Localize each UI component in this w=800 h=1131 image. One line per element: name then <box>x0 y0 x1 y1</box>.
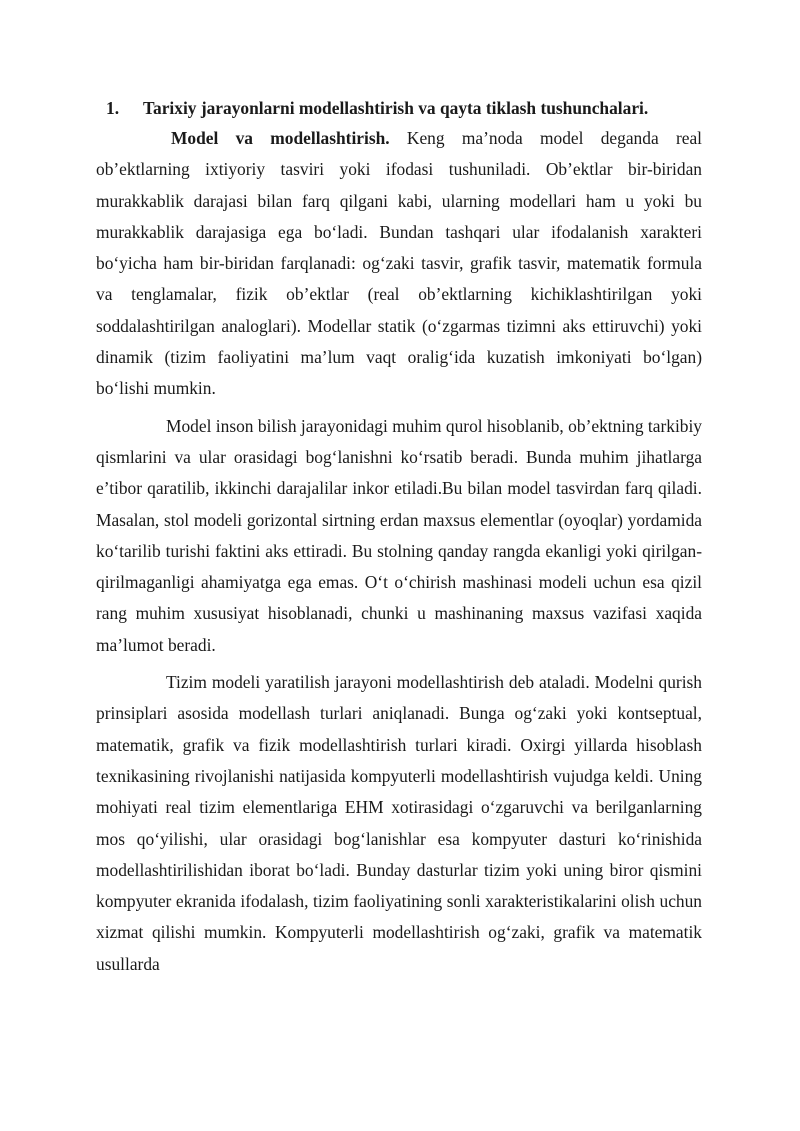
paragraph-1-lead: Model va modellashtirish. <box>171 128 390 148</box>
paragraph-2-text: Model inson bilish jarayonidagi muhim qurol hisoblanib, ob’ektning tarkibiy qismlarini va ular orasidagi bog‘lanishni ko‘rsatib beradi. Bunda muhim jihatlarga e’tibor qaratilib, ikkinchi darajalilar inkor etiladi.Bu bilan model tasvirdan farq qiladi. Masalan, stol modeli gorizontal sirtning erdan maxsus elementlar (oyoqlar) yordamida ko‘tarilib turishi faktini aks ettiradi. Bu stolning qanday rangda ekanligi yoki qirilgan-qirilmaganligi ahamiyatga ega emas. O‘t o‘chirish mashinasi modeli uchun esa qizil rang muhim xususiyat hisoblanadi, chunki u mashinaning maxsus vazifasi xaqida ma’lumot beradi. <box>96 415 702 655</box>
section-heading <box>106 93 702 123</box>
section-number: 1. <box>106 98 120 118</box>
paragraph-1-text: Keng ma’noda model deganda real ob’ektlarning ixtiyoriy tasviri yoki ifodasi tushuniladi. Ob’ektlar bir-biridan murakkablik darajasi bilan farq qilgani kabi, ularning modellari ham u yoki bu murakkablik darajasiga ega bo‘ladi. Bundan tashqari ular ifodalanish xarakteri bo‘yicha ham bir-biridan farqlanadi: og‘zaki tasvir, grafik tasvir, matematik formula va tenglamalar, fizik ob’ektlar (real ob’ektlarning kichiklashtirilgan yoki soddalashtirilgan analoglari). Modellar statik (o‘zgarmas tizimni aks ettiruvchi) yoki dinamik (tizim faoliyatini ma’lum vaqt oralig‘ida kuzatish imkoniyati bo‘lgan) bo‘lishi mumkin. <box>96 128 703 399</box>
paragraph-1 <box>96 123 702 405</box>
paragraph-3 <box>96 667 702 980</box>
section-title: Tarixiy jarayonlarni modellashtirish va qayta tiklash tushunchalari. <box>143 98 649 118</box>
paragraph-3-text: Tizim modeli yaratilish jarayoni modellashtirish deb ataladi. Modelni qurish prinsiplari asosida modellash turlari aniqlanadi. Bunga og‘zaki yoki kontseptual, matematik, grafik va fizik modellashtirish turlari kiradi. Oxirgi yillarda hisoblash texnikasining rivojlanishi natijasida kompyuterli modellashtirish vujudga keldi. Uning mohiyati real tizim elementlariga EHM xotirasidagi o‘zgaruvchi va berilganlarning mos qo‘yilishi, ular orasidagi bog‘lanishlar esa kompyuter dasturi ko‘rinishida modellashtirilishidan iborat bo‘ladi. Bunday dasturlar tizim yoki uning biror qismini kompyuter ekranida ifodalash, tizim faoliyatining sonli xarakteristikalarini olish uchun xizmat qilishi mumkin. Kompyuterli modellashtirish og‘zaki, grafik va matematik usullarda <box>96 672 702 974</box>
paragraph-2 <box>96 411 702 661</box>
document-page <box>96 93 702 980</box>
